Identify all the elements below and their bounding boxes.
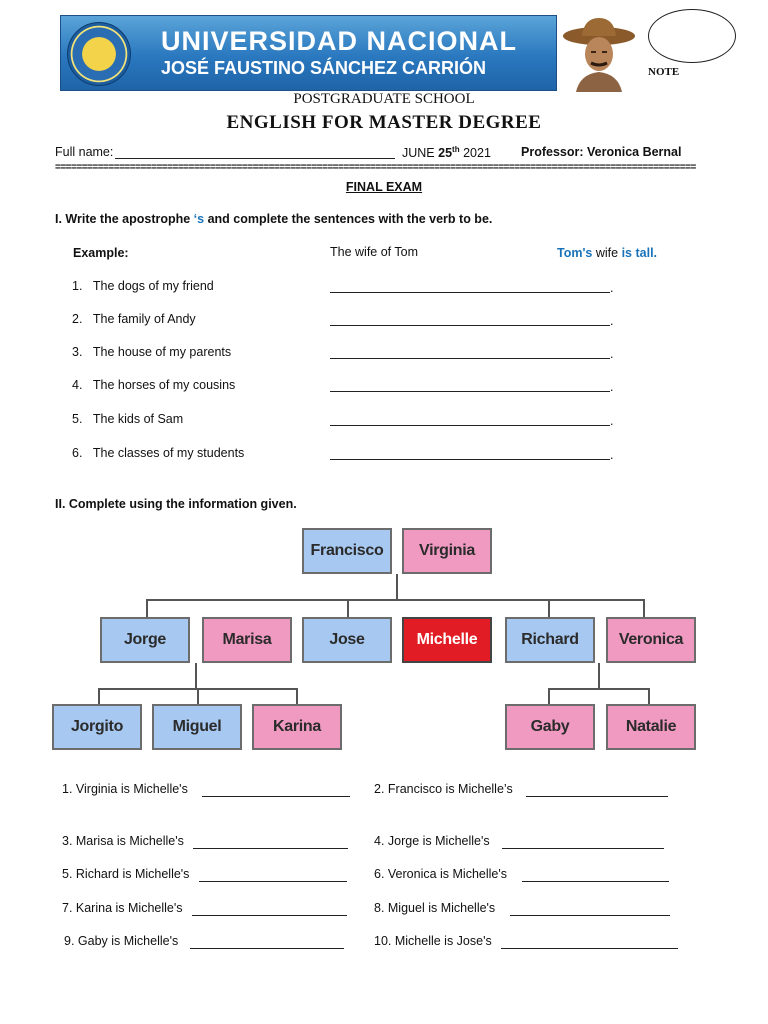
answer-blank[interactable] [510,901,670,916]
note-label: NOTE [648,66,680,78]
answer-period: . [610,448,614,462]
exercise-item [72,446,244,460]
question-6: 6. Veronica is Michelle's [374,867,508,881]
question-5: 5. Richard is Michelle's [62,867,190,881]
section1-heading-text-end: and complete the sentences with the verb to be. [204,212,493,226]
tree-connector [598,663,600,689]
tree-box-marisa: Marisa [202,617,292,663]
section2-heading: II. Complete using the information given. [55,497,297,511]
item-number: 3. [72,345,83,359]
university-seal-icon [67,22,131,86]
exam-date [402,145,491,160]
tree-connector [195,663,197,689]
exercise-item [72,279,214,293]
answer-blank[interactable] [190,934,344,949]
tree-connector [146,599,148,617]
question-9: 9. Gaby is Michelle's [64,934,179,948]
exercise-item [72,312,196,326]
tree-connector [548,688,550,704]
exercise-item [72,378,235,392]
answer-blank[interactable] [202,782,350,797]
date-day-suffix: th [452,145,460,154]
answer-blank[interactable] [330,278,610,293]
tree-box-jorge: Jorge [100,617,190,663]
item-text: The horses of my cousins [92,378,236,392]
full-name-label: Full name: [55,145,114,159]
date-day: 25 [438,146,453,161]
item-text: The dogs of my friend [92,279,214,293]
tree-connector [643,599,645,617]
answer-blank[interactable] [330,344,610,359]
example-answer-possessive: Tom's [557,246,593,260]
family-tree [40,522,708,760]
professor-name: Professor: Veronica Bernal [521,145,682,159]
portrait-image [560,14,638,92]
item-number: 1. [72,279,83,293]
answer-blank[interactable] [502,834,664,849]
answer-period: . [610,347,614,361]
example-answer [557,246,657,260]
section1-heading-text: I. Write the apostrophe [55,212,194,226]
answer-period: . [610,314,614,328]
full-name-field[interactable] [115,144,395,159]
apostrophe-mark: ‘s [193,212,205,226]
item-text: The kids of Sam [92,412,184,426]
question-10: 10. Michelle is Jose's [374,934,492,948]
question-1: 1. Virginia is Michelle's [62,782,188,796]
tree-connector [146,599,644,601]
question-7: 7. Karina is Michelle's [62,901,183,915]
tree-box-miguel: Miguel [152,704,242,750]
tree-box-jorgito: Jorgito [52,704,142,750]
tree-box-karina: Karina [252,704,342,750]
answer-blank[interactable] [330,411,610,426]
item-number: 6. [72,446,83,460]
course-title: ENGLISH FOR MASTER DEGREE [226,112,542,133]
tree-box-virginia: Virginia [402,528,492,574]
tree-connector [648,688,650,704]
item-number: 5. [72,412,83,426]
tree-box-natalie: Natalie [606,704,696,750]
answer-blank[interactable] [330,311,610,326]
answer-blank[interactable] [330,445,610,460]
item-number: 2. [72,312,83,326]
answer-blank[interactable] [526,782,668,797]
question-4: 4. Jorge is Michelle's [374,834,490,848]
university-name-line1: UNIVERSIDAD NACIONAL [161,26,518,56]
tree-connector [197,688,199,704]
example-phrase: The wife of Tom [330,245,419,259]
question-8: 8. Miguel is Michelle's [374,901,496,915]
tree-box-michelle: Michelle [402,617,492,663]
tree-box-veronica: Veronica [606,617,696,663]
tree-connector [347,599,349,617]
note-grade-oval [648,9,736,63]
example-answer-noun: wife [592,246,622,260]
tree-box-francisco: Francisco [302,528,392,574]
exam-title: FINAL EXAM [345,180,423,194]
tree-connector [98,688,100,704]
example-label: Example: [73,246,129,260]
date-year: 2021 [463,146,491,161]
school-name: POSTGRADUATE SCHOOL [293,91,475,107]
answer-period: . [610,380,614,394]
answer-period: . [610,281,614,295]
tree-connector [396,574,398,600]
item-text: The family of Andy [92,312,196,326]
university-banner [60,15,557,91]
tree-connector [548,688,650,690]
university-name-line2: JOSÉ FAUSTINO SÁNCHEZ CARRIÓN [161,58,487,78]
item-text: The classes of my students [92,446,245,460]
question-2: 2. Francisco is Michelle’s [374,782,513,796]
tree-connector [296,688,298,704]
tree-box-richard: Richard [505,617,595,663]
section1-heading [55,212,492,226]
answer-blank[interactable] [330,377,610,392]
answer-period: . [610,414,614,428]
separator-line: ======================================================================================================================== [55,162,696,173]
tree-box-jose: Jose [302,617,392,663]
exercise-item [72,345,231,359]
item-number: 4. [72,378,83,392]
tree-box-gaby: Gaby [505,704,595,750]
answer-blank[interactable] [193,834,348,849]
item-text: The house of my parents [92,345,232,359]
tree-connector [548,599,550,617]
answer-blank[interactable] [192,901,347,916]
example-answer-verb: is tall. [621,246,658,260]
question-3: 3. Marisa is Michelle's [62,834,184,848]
answer-blank[interactable] [199,867,347,882]
exercise-item [72,412,183,426]
answer-blank[interactable] [501,934,678,949]
date-month: JUNE [402,146,435,161]
answer-blank[interactable] [522,867,669,882]
